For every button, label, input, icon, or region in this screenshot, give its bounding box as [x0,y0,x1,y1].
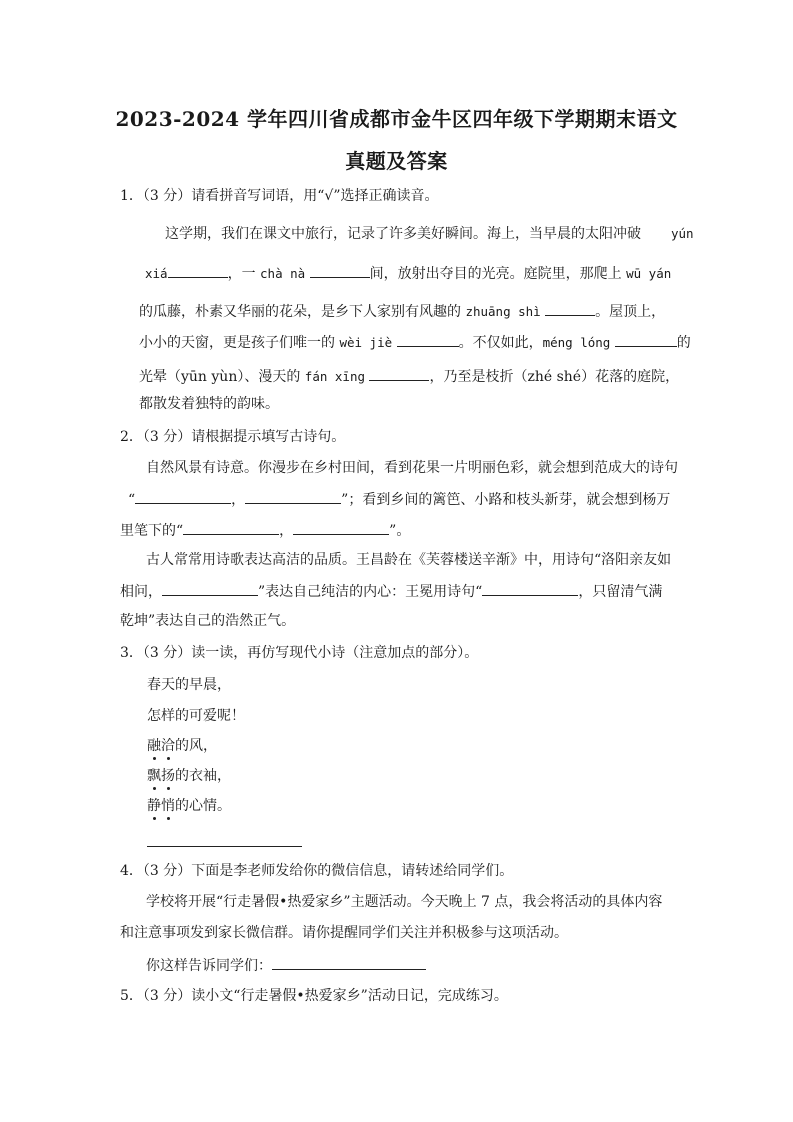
poem-line-3: 融洽的风， [147,738,217,754]
answer-blank[interactable] [162,581,258,596]
poem-line-4: 飘扬的衣袖， [147,768,231,784]
question-1-line-6: 都散发着独特的韵味。 [139,396,279,412]
question-2-line-1: 自然风景有诗意。你漫步在乡村田间，看到花果一片明丽色彩，就会想到范成大的诗句 [146,460,678,476]
poem-line-5: 静悄的心情。 [147,798,231,814]
question-1-line-1: 这学期，我们在课文中旅行，记录了许多美好瞬间。海上，当早晨的太阳冲破 yún [165,226,694,242]
question-3-heading: 3．（3 分）读一读，再仿写现代小诗（注意加点的部分）。 [120,645,479,661]
page-title-line-2: 真题及答案 [345,149,448,173]
poem-answer-blank[interactable] [147,846,302,847]
question-4-line-1: 学校将开展“行走暑假•热爱家乡”主题活动。今天晚上 7 点，我会将活动的具体内容 [146,894,663,910]
question-1-line-2: xiá ，一 chà nà 间，放射出夺目的光亮。庭院里，那爬上 wū yán [145,263,671,283]
answer-blank[interactable] [183,520,279,535]
question-1-line-5: 光晕（yūn yùn）、漫天的 fán xīng ，乃至是枝折（zhé shé）花落的庭院， [139,366,679,386]
answer-blank[interactable] [168,263,228,278]
answer-blank[interactable] [397,332,459,347]
page-title-line-1: 2023-2024 学年四川省成都市金牛区四年级下学期期末语文 [115,107,678,131]
answer-blank[interactable] [545,301,595,316]
answer-blank[interactable] [482,581,578,596]
question-1-heading: 1．（3 分）请看拼音写词语，用“√”选择正确读音。 [120,188,439,204]
question-1-line-3: 的瓜藤，朴素又华丽的花朵，是乡下人家别有风趣的 zhuāng shì 。屋顶上， [139,301,665,321]
question-4-heading: 4．（3 分）下面是李老师发给你的微信信息，请转述给同学们。 [120,863,514,879]
question-2-line-3: 里笔下的“ ， ”。 [120,520,410,540]
answer-blank[interactable] [615,332,677,347]
answer-blank[interactable] [310,263,370,278]
question-2-line-2: “ ， ”；看到乡间的篱笆、小路和枝头新芽，就会想到杨万 [128,489,670,509]
answer-blank[interactable] [245,489,341,504]
question-2-heading: 2．（3 分）请根据提示填写古诗句。 [120,429,346,445]
answer-blank[interactable] [293,520,389,535]
question-2-line-6: 乾坤”表达自己的浩然正气。 [120,613,296,629]
question-2-line-5: 相问， ”表达自己纯洁的内心：王冕用诗句“ ，只留清气满 [120,581,662,601]
question-5-heading: 5．（3 分）读小文“行走暑假•热爱家乡”活动日记，完成练习。 [120,988,508,1004]
answer-blank[interactable] [272,955,426,970]
poem-line-1: 春天的早晨， [147,677,231,693]
answer-blank[interactable] [135,489,231,504]
question-2-line-4: 古人常常用诗歌表达高洁的品质。王昌龄在《芙蓉楼送辛渐》中，用诗句“洛阳亲友如 [146,552,672,568]
question-4-line-2: 和注意事项发到家长微信群。请你提醒同学们关注并积极参与这项活动。 [120,925,568,941]
question-4-line-3: 你这样告诉同学们： [146,955,426,975]
poem-line-2: 怎样的可爱呢！ [147,708,245,724]
answer-blank[interactable] [369,366,429,381]
question-1-line-4: 小小的天窗，更是孩子们唯一的 wèi jiè 。不仅如此，méng lóng 的 [139,332,691,352]
